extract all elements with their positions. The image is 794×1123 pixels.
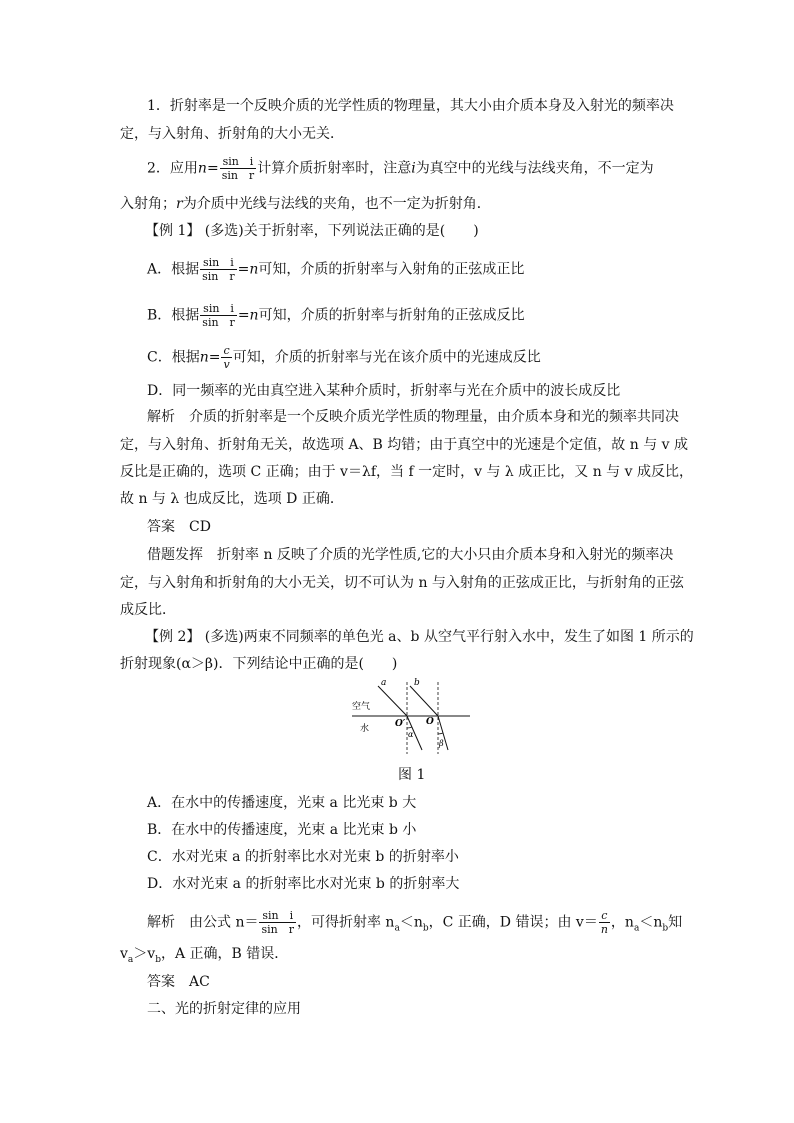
tip-line1: 借题发挥 折射率 n 反映了介质的光学性质,它的大小只由介质本身和入射光的频率决 (147, 547, 674, 563)
var-n: n (249, 307, 259, 324)
label-air: 空气 (352, 702, 371, 712)
text: ，C 正确，D 错误；由 v＝ (428, 914, 598, 931)
text: ＞v (133, 946, 156, 962)
ray-b-incident (410, 686, 438, 716)
equals: = (206, 160, 219, 177)
answer1: 答案 CD (147, 519, 211, 535)
angle-beta-arc (438, 733, 443, 734)
text: 可知，介质的折射率与入射角的正弦成正比 (258, 261, 525, 278)
text: ，A 正确，B 错误． (160, 946, 289, 962)
ray-a-incident (378, 686, 407, 716)
fraction-c-over-n (599, 909, 610, 936)
text: 为真空中的光线与法线夹角，不一定为 (415, 160, 654, 177)
text: B．根据 (147, 307, 200, 324)
text: ＜n (639, 914, 663, 931)
numerator: c (221, 344, 231, 358)
text: 为介质中光线与法线的夹角，也不一定为折射角． (182, 196, 491, 212)
text: v (120, 946, 128, 962)
example1-option-c (147, 344, 541, 371)
numerator: sin i (200, 256, 237, 270)
text: ，可得折射率 n (296, 914, 395, 931)
example2-option-a: A．在水中的传播速度，光束 a 比光束 b 大 (147, 795, 417, 811)
denominator: sin r (202, 270, 235, 283)
label-water: 水 (360, 724, 370, 734)
para1-line1: 1．折射率是一个反映介质的光学性质的物理量，其大小由介质本身及入射光的频率决 (147, 98, 674, 114)
text: 2．应用 (147, 160, 198, 177)
numerator: sin i (200, 302, 237, 316)
subscript-b: b (155, 954, 161, 965)
denominator: n (600, 923, 608, 936)
example1-option-d: D．同一频率的光由真空进入某种介质时，折射率与光在介质中的波长成反比 (147, 383, 621, 399)
text: 可知，介质的折射率与光在该介质中的光速成反比 (232, 349, 541, 366)
numerator: c (599, 909, 610, 923)
example1-option-b (147, 302, 525, 329)
label-ray-b: b (414, 678, 420, 688)
text: A．根据 (147, 261, 200, 278)
label-point-o: O (426, 717, 434, 727)
example2-option-b: B．在水中的传播速度，光束 a 比光束 b 小 (147, 822, 417, 838)
solution1-line3: 反比是正确的，选项 C 正确；由于 v＝λf，当 f 一定时，v 与 λ 成正比，又 n 与 v 成反比， (120, 464, 693, 480)
text: 计算介质折射率时，注意 (257, 160, 412, 177)
label-point-o-prime: O′ (395, 719, 406, 729)
refraction-diagram (350, 676, 472, 756)
text: 解析 由公式 n＝ (147, 914, 259, 931)
solution2-line1 (147, 909, 682, 937)
subscript-b: b (422, 923, 429, 934)
tip-line2: 定，与入射角和折射角的大小无关，切不可认为 n 与入射角的正弦成正比，与折射角的正弦 (120, 575, 684, 591)
denominator: sin r (221, 169, 255, 182)
text: C．根据 (147, 349, 200, 366)
solution1-line2: 定，与入射角、折射角无关，故选项 A、B 均错；由于真空中的光速是个定值，故 n 与 v 成 (120, 437, 689, 453)
figure-caption: 图 1 (398, 767, 426, 783)
fraction-sin-i-over-sin-r (259, 909, 296, 936)
equals: = (237, 307, 250, 324)
var-n: n (197, 160, 207, 177)
example2-option-c: C．水对光束 a 的折射率比水对光束 b 的折射率小 (147, 849, 459, 865)
subscript-a: a (633, 923, 640, 934)
fraction-sin-i-over-sin-r (200, 302, 237, 329)
label-beta: β (439, 739, 444, 748)
example2-line2: 折射现象(α＞β)．下列结论中正确的是( ) (120, 656, 398, 672)
var-r: r (176, 196, 183, 212)
text: ＜n (399, 914, 423, 931)
subscript-a: a (127, 954, 134, 965)
solution2-line2 (120, 945, 288, 969)
var-n: n (249, 261, 259, 278)
var-n: n (199, 349, 209, 366)
answer2: 答案 AC (147, 974, 210, 990)
text: ，n (610, 914, 634, 931)
text: 可知，介质的折射率与折射角的正弦成反比 (258, 307, 525, 324)
fraction-sin-i-over-sin-r (220, 155, 257, 182)
example1-title: 【例 1】 (多选)关于折射率，下列说法正确的是( ) (145, 223, 479, 239)
label-alpha: α (408, 730, 414, 739)
fraction-sin-i-over-sin-r (200, 256, 237, 283)
example2-line1: 【例 2】 (多选)两束不同频率的单色光 a、b 从空气平行射入水中，发生了如图 1 所示的 (145, 629, 694, 645)
tip-line3: 成反比． (120, 602, 176, 618)
label-ray-a: a (381, 678, 387, 688)
angle-alpha-arc (407, 727, 412, 728)
equals: = (237, 261, 250, 278)
example2-option-d: D．水对光束 a 的折射率比水对光束 b 的折射率大 (147, 876, 460, 892)
subscript-a: a (394, 923, 400, 934)
text: 知 (668, 914, 683, 931)
solution1-line1: 解析 介质的折射率是一个反映介质光学性质的物理量，由介质本身和光的频率共同决 (147, 409, 679, 425)
fraction-c-over-v (221, 344, 231, 371)
para2-line2 (120, 195, 491, 213)
denominator: sin r (261, 923, 294, 936)
denominator: v (223, 358, 230, 371)
numerator: sin i (259, 909, 296, 923)
subscript-b: b (662, 923, 669, 934)
equals: = (208, 349, 221, 366)
numerator: sin i (220, 155, 257, 169)
solution1-line4: 故 n 与 λ 也成反比，选项 D 正确． (120, 491, 344, 507)
para1-line2: 定，与入射角、折射角的大小无关． (120, 126, 344, 142)
var-i: i (411, 160, 416, 177)
section-heading: 二、光的折射定律的应用 (147, 1001, 301, 1017)
para2-line1 (147, 155, 654, 182)
text: 入射角； (120, 196, 176, 212)
example1-option-a (147, 256, 524, 283)
denominator: sin r (202, 316, 235, 329)
